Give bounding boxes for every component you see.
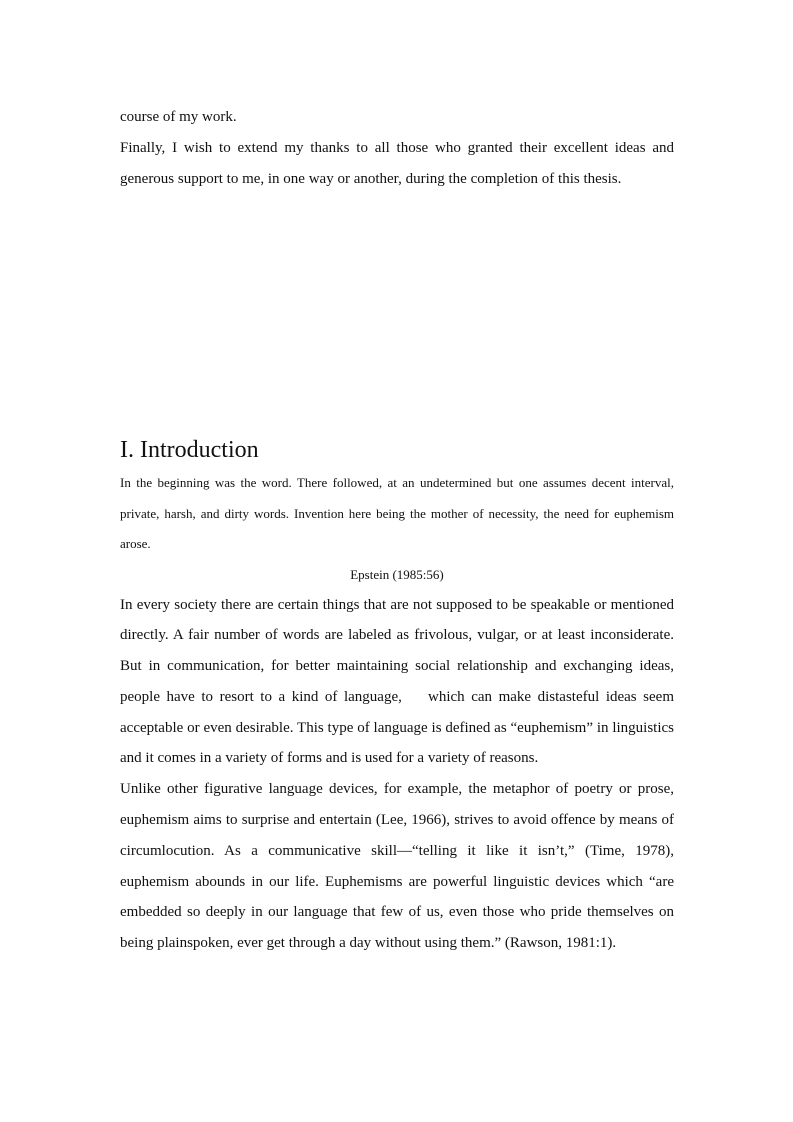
epigraph-attribution: Epstein (1985:56) xyxy=(350,566,444,582)
acknowledgement-section xyxy=(120,102,674,194)
section-heading: I. Introduction xyxy=(120,437,259,463)
body-paragraph-1: In every society there are certain things that are not supposed to be speakable or mentioned directly. A fair number of words are labeled as frivolous, vulgar, or at least inconsiderate. But in communication, for better maintaining social relationship and exchanging ideas, people have to resort to a kind of language, which can make distasteful ideas seem acceptable or even desirable. This type of language is defined as “euphemism” in linguistics and it comes in a variety of forms and is used for a variety of reasons. xyxy=(120,596,674,767)
acknowledgement-continuation: course of my work. xyxy=(120,109,237,125)
epigraph-quote: In the beginning was the word. There followed, at an undetermined but one assumes decent interval, private, harsh, and dirty words. Invention here being the mother of necessity, the need for euphemism arose. xyxy=(120,475,674,551)
introduction-section xyxy=(120,432,674,959)
acknowledgement-closing-paragraph: Finally, I wish to extend my thanks to all those who granted their excellent ideas and generous support to me, in one way or another, during the completion of this thesis. xyxy=(120,139,674,187)
body-paragraph-2: Unlike other figurative language devices, for example, the metaphor of poetry or prose, euphemism aims to surprise and entertain (Lee, 1966), strives to avoid offence by means of circumlocution. As a communicative skill—“telling it like it isn’t,” (Time, 1978), euphemism abounds in our life. Euphemisms are powerful linguistic devices which “are embedded so deeply in our language that few of us, even those who pride themselves on being plainspoken, ever get through a day without using them.” (Rawson, 1981:1). xyxy=(120,781,674,952)
